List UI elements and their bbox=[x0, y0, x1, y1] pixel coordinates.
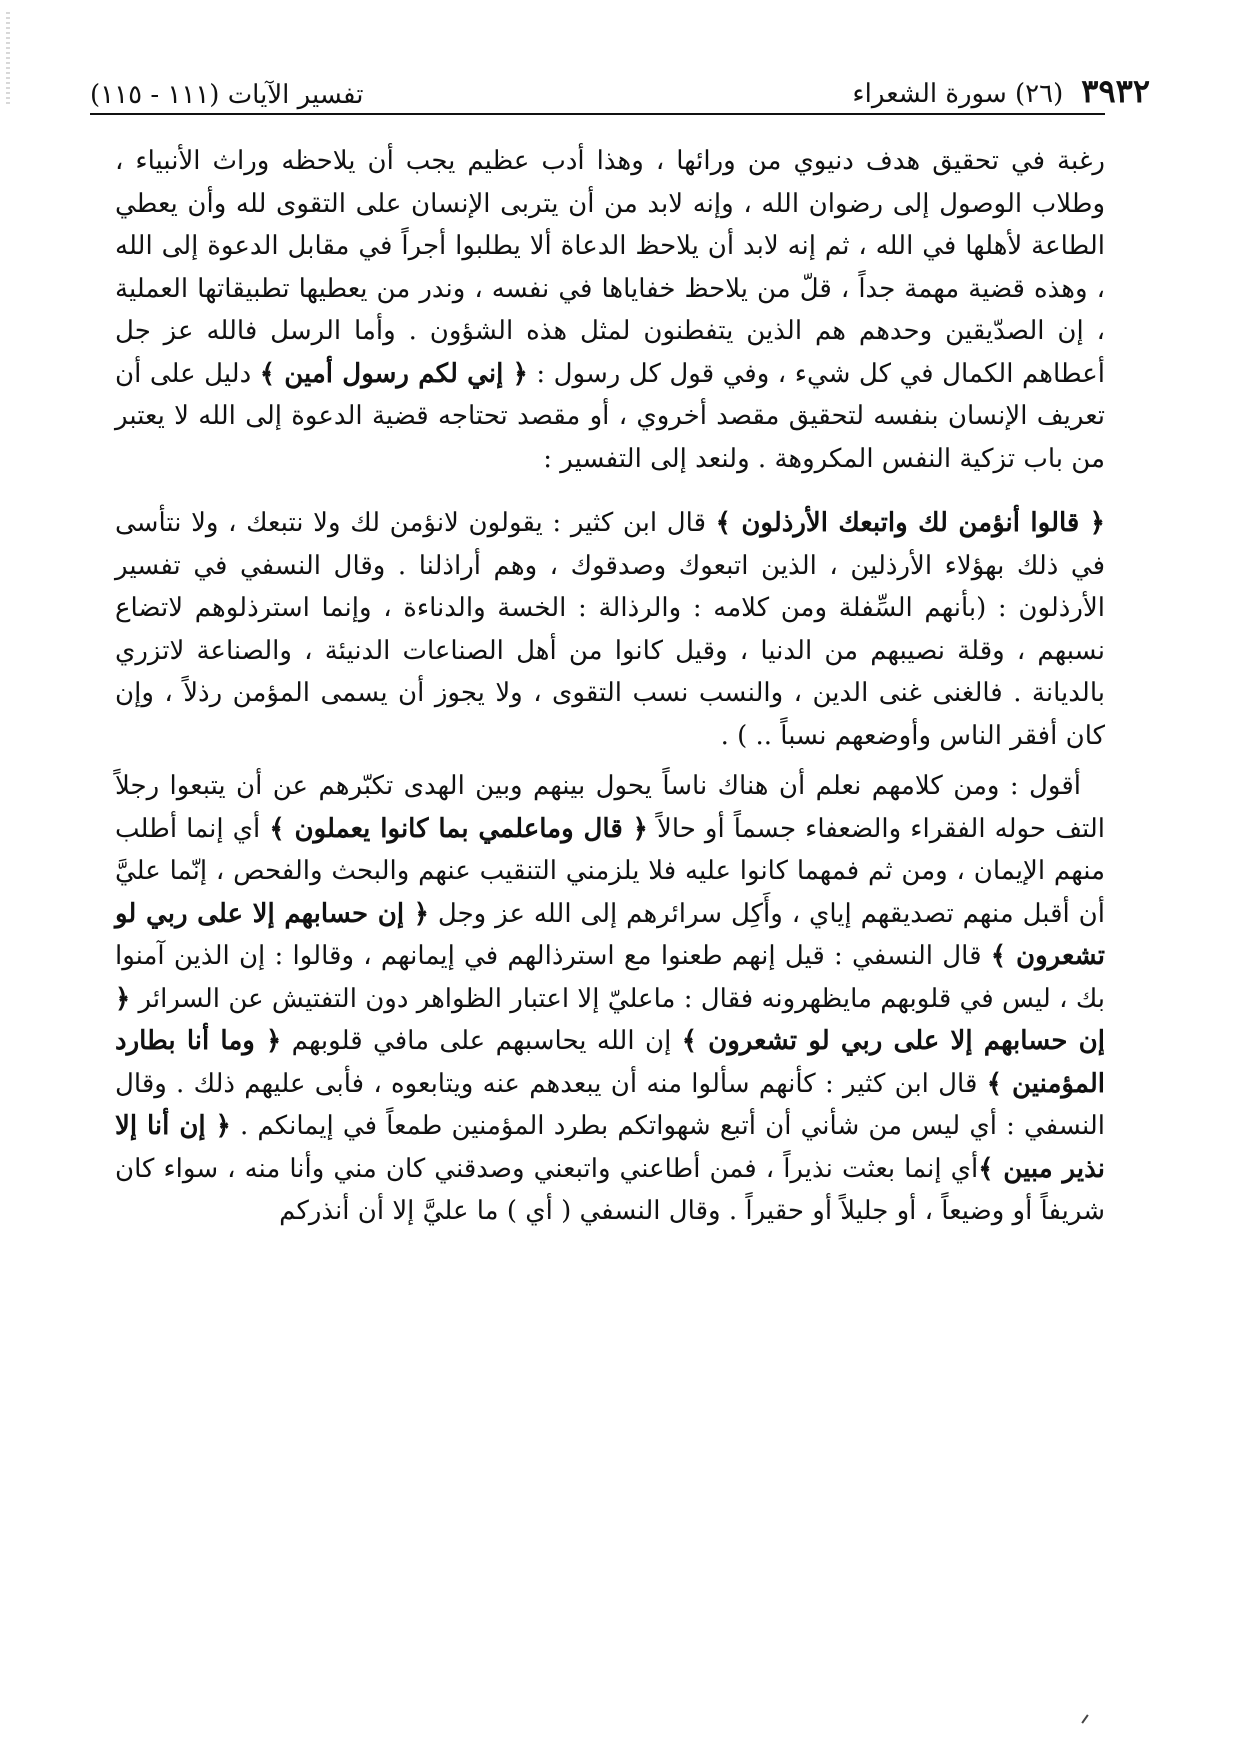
text-segment: أقول : ومن كلامهم نعلم أن هناك ناساً يحول بينهم وبين الهدى تكبّرهم عن أن يتبعوا رجلاً التف حوله الفقراء والضعفاء جسماً أو حالاً bbox=[115, 771, 1106, 844]
text-segment: قال ابن كثير : كأنهم سألوا منه أن يبعدهم عنه ويتابعوه ، فأبى عليهم ذلك . وقال النسفي : أي ليس من شأني أن أتبع شهواتكم بطرد المؤمنين طمعاً في إيمانكم . bbox=[115, 1068, 1106, 1141]
quran-verse: ﴿ إن أنا إلا نذير مبين ﴾ bbox=[115, 1111, 1105, 1184]
text-segment: قال النسفي : قيل إنهم طعنوا مع استرذالهم في إيمانهم ، وقالوا : إن الذين آمنوا بك ، ليس في قلوبهم مايظهرونه فقال : ماعليّ إلا اعتبار الظواهر دون التفتيش عن السرائر bbox=[115, 941, 1105, 1014]
quran-verse: ﴿ إن حسابهم إلا على ربي لو تشعرون ﴾ bbox=[115, 983, 1105, 1056]
scan-corner-mark bbox=[1081, 1714, 1088, 1723]
text-segment: إن الله يحاسبهم على مافي قلوبهم bbox=[281, 1026, 682, 1056]
header-right-group bbox=[852, 72, 1150, 110]
text-segment: قال ابن كثير : يقولون لانؤمن لك ولا نتبعك ، ولا نتأسى في ذلك بهؤلاء الأرذلين ، الذين اتبعوك وصدقوك ، وهم أراذلنا . وقال النسفي في تفسير الأرذلون : (بأنهم السِّفلة ومن كلامه : والرذالة : الخسة والدناءة ، وإنما استرذلوهم لاتضاع نسبهم ، وقلة نصيبهم من الدنيا ، وقيل كانوا من أهل الصناعات الدنيئة ، والصناعة لاتزري بالديانة . فالغنى غنى الدين ، والنسب نسب التقوى ، ولا يجوز أن يسمى المؤمن رذلاً ، وإن كان أفقر الناس وأوضعهم نسباً .. ) . bbox=[115, 508, 1105, 751]
text-segment: دليل على أن تعريف الإنسان بنفسه لتحقيق مقصد أخروي ، أو مقصد تحتاجه قضية الدعوة إلى الله لا يعتبر من باب تزكية النفس المكروهة . ولنعد إلى التفسير : bbox=[115, 358, 1105, 474]
tafsir-range: تفسير الآيات (١١١ - ١١٥) bbox=[90, 80, 364, 110]
quran-verse: ﴿ قال وماعلمي بما كانوا يعملون ﴾ bbox=[269, 813, 648, 844]
page-header bbox=[90, 60, 1150, 110]
page-body bbox=[115, 140, 1105, 1233]
paragraph-3 bbox=[115, 765, 1105, 1233]
surah-title: (٢٦) سورة الشعراء bbox=[852, 79, 1064, 109]
paragraph-2 bbox=[115, 502, 1105, 757]
text-segment: أي إنما بعثت نذيراً ، فمن أطاعني واتبعني وصدقني كان مني وأنا منه ، سواء كان شريفاً أو وضيعاً ، أو جليلاً أو حقيراً . وقال النسفي ( أي ) ما عليَّ إلا أن أنذركم bbox=[115, 1153, 1105, 1226]
text-segment: أي إنما أطلب منهم الإيمان ، ومن ثم فمهما كانوا عليه فلا يلزمني التنقيب عنهم والبحث والفحص ، إنّما عليَّ أن أقبل منهم تصديقهم إياي ، وأَكِل سرائرهم إلى الله عز وجل bbox=[115, 813, 1105, 929]
quran-verse: ﴿ وما أنا بطارد المؤمنين ﴾ bbox=[115, 1026, 1105, 1099]
header-rule bbox=[90, 113, 1105, 115]
paragraph-1 bbox=[115, 140, 1105, 480]
text-segment: رغبة في تحقيق هدف دنيوي من ورائها ، وهذا أدب عظيم يجب أن يلاحظه وراث الأنبياء ، وطلاب الوصول إلى رضوان الله ، وإنه لابد من أن يتربى الإنسان على التقوى لله وأن يعطي الطاعة لأهلها في الله ، ثم إنه لابد أن يلاحظ الدعاة ألا يطلبوا أجراً في مقابل الدعوة إلى الله ، وهذه قضية مهمة جداً ، قلّ من يلاحظ خفاياها في نفسه ، وندر من يعطيها تطبيقاتها العملية ، إن الصدّيقين وحدهم هم الذين يتفطنون لمثل هذه الشؤون . وأما الرسل فالله عز جل أعطاهم الكمال في كل شيء ، وفي قول كل رسول : bbox=[115, 146, 1105, 389]
page-number: ٣٩٣٢ bbox=[1081, 72, 1150, 110]
quran-verse: ﴿ إني لكم رسول أمين ﴾ bbox=[259, 358, 528, 389]
scan-edge-mark bbox=[6, 12, 10, 107]
quran-verse: ﴿ قالوا أنؤمن لك واتبعك الأرذلون ﴾ bbox=[715, 508, 1105, 538]
quran-verse: ﴿ إن حسابهم إلا على ربي لو تشعرون ﴾ bbox=[115, 898, 1105, 971]
